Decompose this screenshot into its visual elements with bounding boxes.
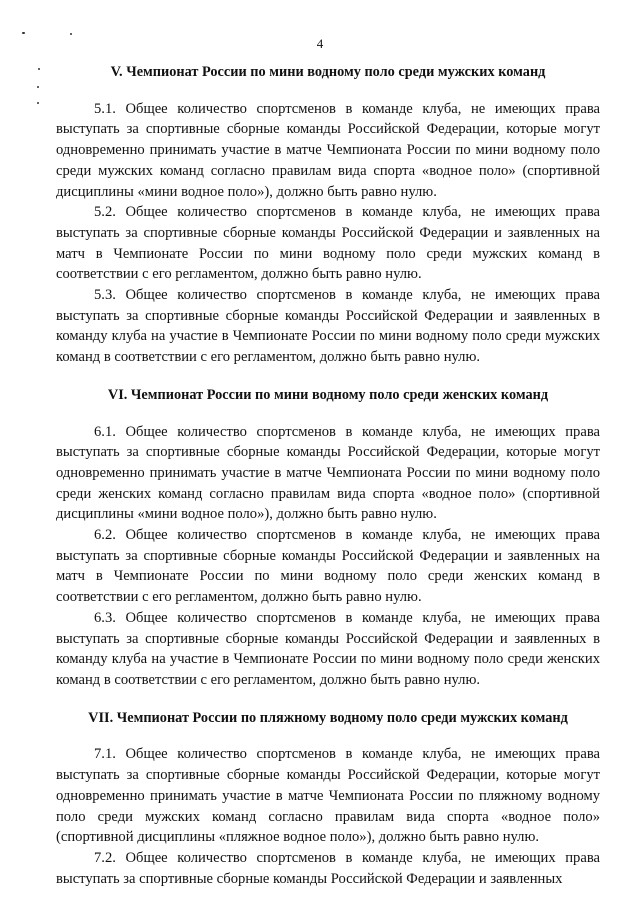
section-vi <box>56 385 600 691</box>
page-number: 4 <box>316 36 324 51</box>
section-vii <box>56 708 600 890</box>
paragraph-6-2: 6.2. Общее количество спортсменов в команде клуба, не имеющих права выступать за спортивные сборные команды Российской Федерации и заявленных на матч в Чемпионате России по мини водному поло среди женских команд в соответствии с его регламентом, должно быть равно нулю. <box>56 527 600 606</box>
document-body <box>56 62 600 906</box>
paragraph-6-3: 6.3. Общее количество спортсменов в команде клуба, не имеющих права выступать за спортивные сборные команды Российской Федерации и заявленных в команду клуба на участие в Чемпионате России по мини водному поло среди женских команд в соответствии с его регламентом, должно быть равно нулю. <box>56 609 600 688</box>
section-heading: VI. Чемпионат России по мини водному поло среди женских команд <box>107 386 549 403</box>
paragraph-5-1: 5.1. Общее количество спортсменов в команде клуба, не имеющих права выступать за спортивные сборные команды Российской Федерации, которые могут одновременно принимать участие в матче Чемпионата России по мини водному поло среди мужских команд согласно правилам вида спорта «водное поло» (спортивной дисциплины «мини водное поло»), должно быть равно нулю. <box>56 100 600 200</box>
section-heading: V. Чемпионат России по мини водному поло среди мужских команд <box>110 64 546 80</box>
scan-artifact <box>70 33 72 35</box>
scan-artifact <box>37 86 39 88</box>
scan-artifact <box>38 68 40 70</box>
scan-artifact <box>37 102 39 104</box>
paragraph-7-1: 7.1. Общее количество спортсменов в команде клуба, не имеющих права выступать за спортивные сборные команды Российской Федерации, которые могут одновременно принимать участие в матче Чемпионата России по пляжному водному поло среди мужских команд согласно правилам вида спорта «водное поло» (спортивной дисциплины «пляжное водное поло»), должно быть равно нулю. <box>56 746 600 846</box>
paragraph-5-3: 5.3. Общее количество спортсменов в команде клуба, не имеющих права выступать за спортивные сборные команды Российской Федерации и заявленных в команду клуба на участие в Чемпионате России по мини водному поло среди мужских команд в соответствии с его регламентом, должно быть равно нулю. <box>56 287 600 366</box>
scan-artifact <box>22 32 25 34</box>
paragraph-6-1: 6.1. Общее количество спортсменов в команде клуба, не имеющих права выступать за спортивные сборные команды Российской Федерации, которые могут одновременно принимать участие в матче Чемпионата России по мини водному поло среди женских команд согласно правилам вида спорта «водное поло» (спортивной дисциплины «мини водное поло»), должно быть равно нулю. <box>56 423 600 523</box>
paragraph-5-2: 5.2. Общее количество спортсменов в команде клуба, не имеющих права выступать за спортивные сборные команды Российской Федерации и заявленных на матч в Чемпионате России по мини водному поло среди мужских команд в соответствии с его регламентом, должно быть равно нулю. <box>56 204 600 283</box>
section-v <box>56 62 600 368</box>
paragraph-7-2: 7.2. Общее количество спортсменов в команде клуба, не имеющих права выступать за спортивные сборные команды Российской Федерации и заявленных <box>56 849 600 887</box>
section-heading: VII. Чемпионат России по пляжному водному поло среди мужских команд <box>88 709 568 726</box>
